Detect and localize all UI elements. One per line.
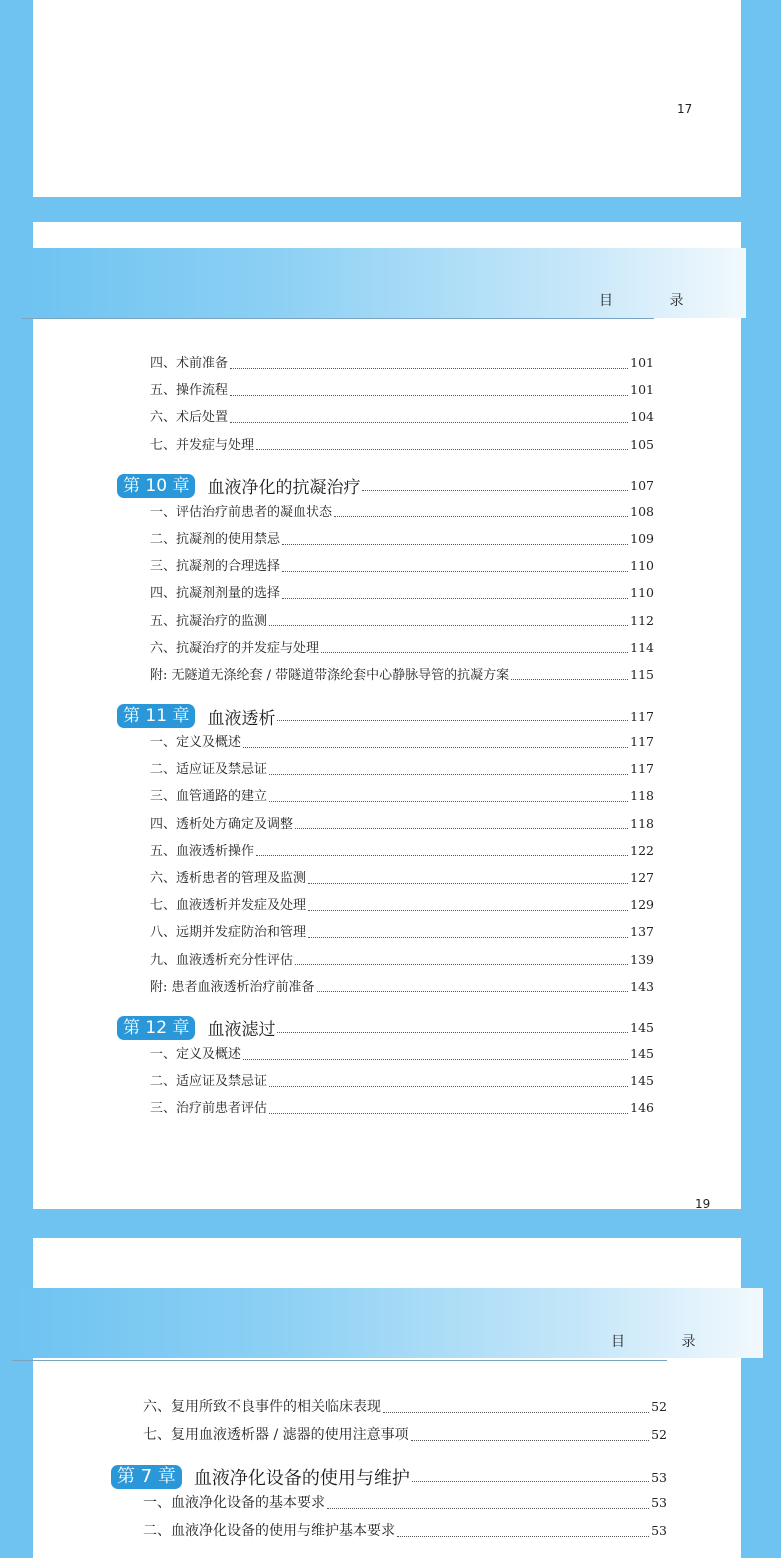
toc-entry-label: 四、术前准备 xyxy=(150,356,229,371)
toc-entry-label: 三、治疗前患者评估 xyxy=(150,1101,268,1117)
dot-leader xyxy=(269,624,628,626)
chapter-badge: 第 11 章 xyxy=(117,704,195,728)
chapter-title: 血液净化设备的使用与维护 xyxy=(193,1468,410,1489)
toc-entry-page: 122 xyxy=(630,842,654,858)
header-rule xyxy=(22,318,654,319)
chapter-badge: 第 10 章 xyxy=(117,474,195,498)
toc-entry-page: 145 xyxy=(630,1045,654,1061)
toc-entry-label: 七、复用血液透析器 / 滤器的使用注意事项 xyxy=(143,1427,409,1443)
toc-entry[interactable] xyxy=(117,406,654,433)
toc-entry-page: 139 xyxy=(630,951,654,967)
toc-entry-label: 八、远期并发症防治和管理 xyxy=(150,925,307,941)
toc-entry[interactable] xyxy=(111,1492,667,1520)
dot-leader xyxy=(295,963,628,965)
toc-page-17 xyxy=(33,0,741,197)
toc-entry-page: 137 xyxy=(630,924,654,940)
chapter-page: 117 xyxy=(630,708,654,724)
toc-entry-page: 117 xyxy=(630,761,654,777)
chapter-page: 145 xyxy=(630,1020,654,1036)
toc-entry-page: 52 xyxy=(651,1399,667,1414)
toc-entry[interactable] xyxy=(117,379,654,406)
dot-leader xyxy=(321,651,628,653)
dot-leader xyxy=(230,421,628,423)
toc-entry-label: 一、定义及概述 xyxy=(150,1046,242,1062)
toc-entry[interactable] xyxy=(117,785,654,812)
toc-entry[interactable] xyxy=(117,555,654,582)
toc-entry-label: 一、定义及概述 xyxy=(150,735,242,751)
toc-entry[interactable] xyxy=(111,1520,667,1548)
toc-entry-label: 二、血液净化设备的使用与维护基本要求 xyxy=(143,1523,395,1539)
chapter-heading[interactable] xyxy=(117,471,654,501)
toc-entry[interactable] xyxy=(117,840,654,867)
toc-page-next xyxy=(33,1238,741,1558)
toc-entry-page: 105 xyxy=(630,436,654,452)
toc-entry[interactable] xyxy=(111,1424,667,1452)
dot-leader xyxy=(383,1411,649,1413)
toc-entry[interactable] xyxy=(117,637,654,664)
toc-entry-page: 110 xyxy=(630,585,654,601)
toc-entry-page: 112 xyxy=(630,612,654,628)
dot-leader xyxy=(412,1480,649,1482)
toc-entry-page: 115 xyxy=(630,666,654,682)
chapter-title: 血液透析 xyxy=(207,708,276,729)
toc-entry-page: 143 xyxy=(630,978,654,994)
toc-entry-label: 七、血液透析并发症及处理 xyxy=(150,898,307,914)
chapter-heading[interactable] xyxy=(111,1462,667,1492)
toc-entry-page: 114 xyxy=(630,639,654,655)
dot-leader xyxy=(243,1058,628,1060)
dot-leader xyxy=(327,1507,649,1509)
toc-entry[interactable] xyxy=(117,921,654,948)
dot-leader xyxy=(397,1535,649,1537)
toc-entry-label: 五、血液透析操作 xyxy=(150,843,255,859)
toc-entry[interactable] xyxy=(111,1396,667,1424)
toc-entry-page: 53 xyxy=(651,1523,667,1538)
dot-leader xyxy=(269,1112,628,1114)
toc-entry[interactable] xyxy=(117,1043,654,1070)
dot-leader xyxy=(282,570,628,572)
toc-entry-label: 七、并发症与处理 xyxy=(150,437,255,453)
toc-entry[interactable] xyxy=(117,528,654,555)
toc-entry-label: 六、术后处置 xyxy=(150,410,229,426)
page-number: 17 xyxy=(677,102,693,116)
chapter-page: 107 xyxy=(630,478,654,494)
toc-entry-label: 一、评估治疗前患者的凝血状态 xyxy=(150,504,333,520)
toc-entry-page: 110 xyxy=(630,558,654,574)
toc-entry-page: 145 xyxy=(630,1073,654,1089)
dot-leader xyxy=(295,827,628,829)
toc-entry[interactable] xyxy=(117,610,654,637)
dot-leader xyxy=(317,990,629,992)
toc-entry-label: 附: 无隧道无涤纶套 / 带隧道带涤纶套中心静脉导管的抗凝方案 xyxy=(150,667,510,683)
dot-leader xyxy=(308,882,628,884)
dot-leader xyxy=(269,1085,628,1087)
toc-entry[interactable] xyxy=(117,582,654,609)
toc-entry-label: 附: 患者血液透析治疗前准备 xyxy=(150,979,315,995)
dot-leader xyxy=(230,367,628,369)
toc-entry[interactable] xyxy=(117,1070,654,1097)
toc-entry[interactable] xyxy=(117,894,654,921)
toc-entry-label: 六、抗凝治疗的并发症与处理 xyxy=(150,640,320,656)
toc-entry-page: 108 xyxy=(630,503,654,519)
chapter-page: 53 xyxy=(651,1469,667,1485)
toc-entry-label: 二、适应证及禁忌证 xyxy=(150,1074,268,1090)
toc-entry[interactable] xyxy=(117,976,654,1003)
dot-leader xyxy=(511,678,628,680)
toc-entry-label: 五、操作流程 xyxy=(150,383,229,399)
toc-entry[interactable] xyxy=(117,949,654,976)
toc-entry-label: 三、血管通路的建立 xyxy=(150,789,268,805)
chapter-title: 血液净化的抗凝治疗 xyxy=(207,478,361,499)
toc-entry[interactable] xyxy=(117,813,654,840)
dot-leader xyxy=(282,597,628,599)
toc-entry[interactable] xyxy=(117,731,654,758)
toc-entry-label: 九、血液透析充分性评估 xyxy=(150,952,294,968)
toc-entry-label: 二、适应证及禁忌证 xyxy=(150,762,268,778)
header-title: 目 录 xyxy=(599,293,710,309)
chapter-heading[interactable] xyxy=(117,1013,654,1043)
toc-entry-page: 109 xyxy=(630,530,654,546)
header-title: 目 录 xyxy=(611,1334,722,1350)
table-of-contents xyxy=(117,352,654,1125)
table-of-contents xyxy=(111,1396,667,1548)
toc-entry-label: 四、抗凝剂剂量的选择 xyxy=(150,586,281,602)
page-number: 19 xyxy=(695,1197,711,1211)
toc-entry-label: 六、复用所致不良事件的相关临床表现 xyxy=(143,1399,381,1415)
toc-entry-label: 六、透析患者的管理及监测 xyxy=(150,871,307,886)
dot-leader xyxy=(277,719,628,721)
toc-entry[interactable] xyxy=(117,501,654,528)
dot-leader xyxy=(230,394,628,396)
chapter-title: 血液滤过 xyxy=(207,1020,276,1041)
toc-entry-page: 118 xyxy=(630,815,654,831)
toc-entry-label: 三、抗凝剂的合理选择 xyxy=(150,559,281,575)
chapter-badge: 第 12 章 xyxy=(117,1016,195,1040)
toc-entry-page: 117 xyxy=(630,734,654,750)
toc-entry[interactable] xyxy=(117,434,654,461)
toc-entry[interactable] xyxy=(117,1097,654,1124)
toc-entry-page: 127 xyxy=(630,870,654,885)
toc-entry-page: 146 xyxy=(630,1100,654,1116)
toc-entry[interactable] xyxy=(117,664,654,691)
dot-leader xyxy=(282,543,628,545)
toc-entry-page: 101 xyxy=(630,355,654,370)
toc-entry-label: 四、透析处方确定及调整 xyxy=(150,816,294,832)
dot-leader xyxy=(269,773,628,775)
toc-entry-page: 104 xyxy=(630,409,654,425)
dot-leader xyxy=(269,800,628,802)
toc-entry-page: 53 xyxy=(651,1495,667,1510)
dot-leader xyxy=(243,746,628,748)
dot-leader xyxy=(411,1439,649,1441)
chapter-heading[interactable] xyxy=(117,701,654,731)
header-rule xyxy=(12,1360,667,1361)
toc-page-19 xyxy=(33,222,741,1209)
toc-entry-page: 118 xyxy=(630,788,654,804)
toc-entry-page: 129 xyxy=(630,897,654,913)
dot-leader xyxy=(277,1031,628,1033)
chapter-badge: 第 7 章 xyxy=(111,1465,182,1489)
dot-leader xyxy=(256,854,628,856)
toc-entry[interactable] xyxy=(117,867,654,894)
toc-entry[interactable] xyxy=(117,352,654,379)
dot-leader xyxy=(334,515,628,517)
dot-leader xyxy=(308,936,628,938)
dot-leader xyxy=(362,489,628,491)
dot-leader xyxy=(308,909,628,911)
toc-entry-page: 52 xyxy=(651,1427,667,1442)
toc-entry-page: 101 xyxy=(630,382,654,398)
toc-entry-label: 五、抗凝治疗的监测 xyxy=(150,613,268,629)
toc-entry[interactable] xyxy=(117,758,654,785)
toc-entry-label: 二、抗凝剂的使用禁忌 xyxy=(150,531,281,547)
dot-leader xyxy=(256,448,628,450)
toc-entry-label: 一、血液净化设备的基本要求 xyxy=(143,1495,325,1511)
